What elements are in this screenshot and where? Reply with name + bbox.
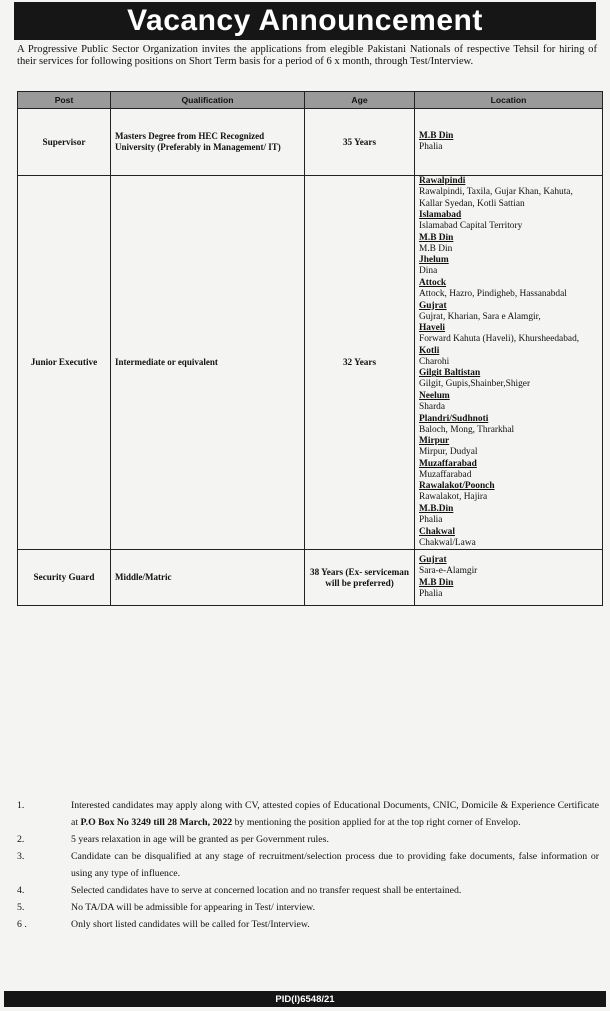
location-detail: Sara-e-Alamgir [419,566,478,576]
location-group [419,436,598,459]
note-number: 6 . [17,919,27,930]
note-item [17,831,599,848]
header-post: Post [18,92,111,109]
note-item [17,899,599,916]
cell-age: 38 Years (Ex- serviceman will be preferred) [305,550,415,606]
note-text: 5 years relaxation in age will be granted as per Government rules. [71,834,329,845]
location-group [419,481,598,504]
location-detail: Rawalpindi, Taxila, Gujar Khan, Kahuta, Kallar Syedan, Kotli Sattian [419,187,573,209]
vacancy-table [17,91,603,606]
note-number: 5. [17,902,25,913]
location-detail: Attock, Hazro, Pindigheb, Hassanabdal [419,288,567,299]
note-number: 4. [17,885,25,896]
location-detail: Gilgit, Gupis,Shainber,Shiger [419,379,531,390]
deadline-emphasis: P.O Box No 3249 till 28 March, 2022 [80,817,233,828]
note-text: Selected candidates have to serve at concerned location and no transfer request shall be entertained. [71,885,462,896]
location-group [419,459,598,482]
location-group [419,391,598,414]
note-item [17,797,599,831]
note-item [17,916,599,933]
location-detail: Phalia [419,514,443,525]
header-location: Location [415,92,603,109]
location-name: Kotli [419,345,440,356]
note-number: 2. [17,834,25,845]
note-text: Interested candidates may apply along with CV, attested copies of Educational Documents, CNIC, Domicile & Experience Certificate at P.O Box No 3249 till 28 March, 2022 by mentioning the position applied for at the top right corner of Envelop. [71,800,599,828]
location-detail: Muzaffarabad [419,469,472,480]
table-row [18,550,603,606]
cell-age: 32 Years [305,176,415,550]
cell-qualification: Intermediate or equivalent [111,176,305,550]
location-detail: Mirpur, Dudyal [419,447,478,458]
cell-post: Security Guard [18,550,111,606]
location-group [419,323,598,346]
location-detail: Forward Kahuta (Haveli), Khursheedabad, [419,334,580,345]
location-group [419,131,598,154]
location-detail: M.B Din [419,243,453,254]
location-name: Chakwal [419,526,455,537]
location-detail: Dina [419,266,438,277]
header-qualification: Qualification [111,92,305,109]
pid-footer: PID(I)6548/21 [4,991,606,1007]
location-group [419,346,598,369]
location-detail: Islamabad Capital Territory [419,221,523,232]
notes-list [17,797,599,933]
location-name: Mirpur [419,436,450,447]
cell-qualification: Middle/Matric [111,550,305,606]
location-name: Attock [419,277,447,288]
location-detail: Baloch, Mong, Thrarkhal [419,424,515,435]
location-detail: Charohi [419,356,450,367]
location-name: Gujrat [419,300,447,311]
table-row [18,109,603,176]
note-text: Only short listed candidates will be called for Test/Interview. [71,919,310,930]
location-name: Rawalakot/Poonch [419,481,495,492]
location-name: Muzaffarabad [419,458,477,469]
cell-qualification: Masters Degree from HEC Recognized University (Preferably in Management/ IT) [111,109,305,176]
location-detail: Gujrat, Kharian, Sara e Alamgir, [419,311,541,322]
location-name: Gujrat [419,555,447,565]
location-detail: Phalia [419,588,443,599]
cell-post: Junior Executive [18,176,111,550]
cell-location [415,109,603,176]
location-name: M.B Din [419,232,454,243]
note-number: 1. [17,800,25,811]
note-item [17,882,599,899]
table-header-row [18,92,603,109]
location-group [419,301,598,324]
location-name: M.B Din [419,130,454,141]
note-number: 3. [17,851,25,862]
intro-paragraph: A Progressive Public Sector Organization invites the applications from elegible Pakistani Nationals of respective Tehsil for hiring of their services for following positions on Short Term basis for a period of 6 x month, through Test/Interview. [17,44,597,67]
location-detail: Rawalakot, Hajira [419,492,488,503]
location-name: Neelum [419,390,450,401]
header-age: Age [305,92,415,109]
location-group [419,176,598,210]
location-detail: Phalia [419,141,443,152]
location-detail: Chakwal/Lawa [419,537,476,548]
location-name: M.B Din [419,577,454,588]
table-row [18,176,603,550]
location-group [419,527,598,550]
location-name: Plandri/Sudhnoti [419,413,489,424]
location-group [419,578,598,601]
note-item [17,848,599,882]
location-name: Jhelum [419,255,449,266]
cell-age: 35 Years [305,109,415,176]
cell-location [415,176,603,550]
location-name: Haveli [419,323,446,334]
cell-location [415,550,603,606]
location-group [419,278,598,301]
location-detail: Sharda [419,401,446,412]
location-name: Islamabad [419,210,462,221]
location-group [419,414,598,437]
note-text: Candidate can be disqualified at any stage of recruitment/selection process due to providing fake documents, false information or using any type of influence. [71,851,599,879]
page-title: Vacancy Announcement [14,2,596,40]
location-group [419,555,598,578]
location-group [419,504,598,527]
note-text: No TA/DA will be admissible for appearing in Test/ interview. [71,902,316,913]
cell-post: Supervisor [18,109,111,176]
location-group [419,210,598,233]
location-name: M.B.Din [419,503,454,514]
location-group [419,255,598,278]
location-name: Gilgit Baltistan [419,368,481,379]
location-group [419,368,598,391]
location-group [419,233,598,256]
location-name: Rawalpindi [419,176,466,186]
